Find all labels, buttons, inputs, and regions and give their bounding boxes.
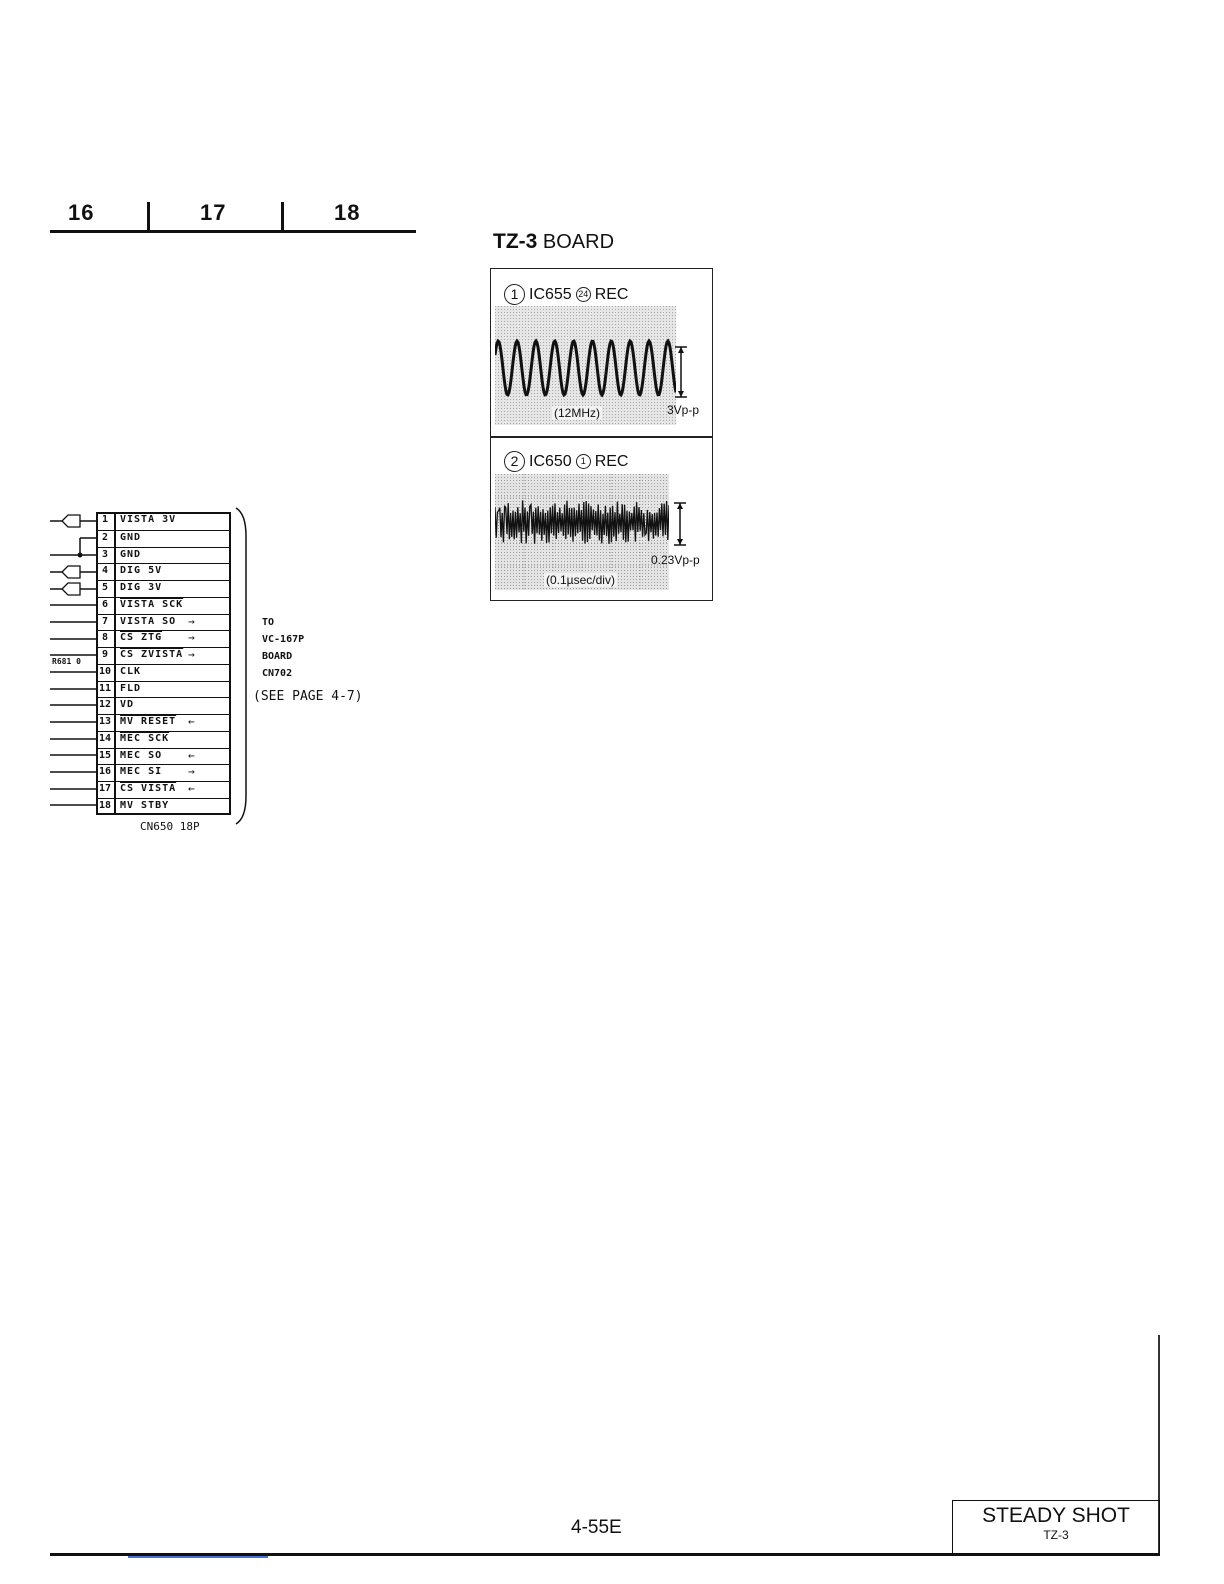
pin-signal-name: MV RESET: [120, 716, 177, 727]
waveform-1-mode: REC: [594, 285, 629, 303]
output-arrow-icon: →: [188, 614, 195, 628]
pin-signal-name: VISTA SCK: [120, 598, 184, 610]
pin-number: 6: [101, 598, 109, 610]
pin-number: 1: [101, 514, 109, 525]
board-title: [493, 230, 614, 254]
pin-signal-name: CS VISTA: [120, 783, 177, 794]
column-divider: [147, 202, 150, 230]
waveform-1-amplitude-marker: [673, 345, 689, 401]
resistor-label: R681 0: [52, 657, 81, 666]
destination-line-3: BOARD: [262, 651, 293, 662]
waveform-1-frequency: (12MHz): [554, 406, 601, 420]
pin-signal-name: FLD: [120, 682, 142, 694]
waveform-2-number: 2: [504, 451, 525, 472]
pin-signal-name: MEC SO: [120, 749, 163, 761]
output-arrow-icon: →: [188, 765, 195, 779]
pin-signal-name: MEC SCK: [120, 732, 170, 744]
connector-number-column-divider: [114, 512, 116, 815]
pin-number: 9: [101, 649, 109, 660]
output-arrow-icon: →: [188, 631, 195, 645]
pin-number: 3: [101, 548, 109, 560]
page-number: 4-55E: [571, 1517, 622, 1538]
footer-blue-mark: [128, 1556, 268, 1558]
waveform-2-mode: REC: [594, 452, 629, 470]
pin-number: 11: [98, 682, 112, 694]
pin-signal-name: DIG 5V: [120, 565, 163, 577]
waveform-2-label: [504, 451, 628, 472]
waveform-2-ic: IC650: [529, 452, 572, 470]
pin-number: 7: [101, 615, 109, 627]
waveform-2-timebase: (0.1µsec/div): [546, 573, 615, 587]
destination-line-1: TO: [262, 617, 275, 628]
destination-line-4: CN702: [262, 668, 293, 679]
waveform-1-label: [504, 284, 628, 305]
input-arrow-icon: ←: [188, 748, 195, 762]
destination-line-2: VC-167P: [262, 634, 305, 645]
pin-signal-name: VISTA SO: [120, 615, 177, 627]
pin-number: 17: [98, 783, 112, 794]
waveform-2-amplitude: 0.23Vp-p: [651, 553, 700, 567]
connector-name: CN650 18P: [140, 820, 200, 833]
waveform-1-pin: 24: [576, 287, 591, 302]
pin-signal-name: GND: [120, 548, 142, 560]
pin-signal-name: CLK: [120, 665, 142, 677]
board-label: BOARD: [542, 231, 615, 253]
output-arrow-icon: →: [188, 648, 195, 661]
board-name: TZ-3: [493, 230, 538, 253]
waveform-1-ic: IC655: [529, 285, 572, 303]
pin-signal-name: MV STBY: [120, 799, 170, 811]
section-title-box: [952, 1500, 1160, 1556]
pin-number: 14: [98, 732, 112, 744]
pin-number: 2: [101, 531, 109, 543]
waveform-2-amplitude-marker: [672, 501, 688, 549]
column-number-16: 16: [68, 200, 95, 225]
pin-number: 15: [98, 749, 112, 761]
pin-number: 13: [98, 716, 112, 727]
connector-cn650: [96, 512, 231, 815]
waveform-1-number: 1: [504, 284, 525, 305]
column-number-17: 17: [200, 200, 227, 225]
connector-bracket: [232, 506, 252, 826]
input-arrow-icon: ←: [188, 782, 195, 795]
pin-signal-name: VISTA 3V: [120, 514, 177, 525]
pin-number: 18: [98, 799, 112, 811]
pin-signal-name: MEC SI: [120, 766, 163, 778]
input-arrow-icon: ←: [188, 715, 195, 728]
section-subtitle: TZ-3: [1043, 1528, 1069, 1542]
column-number-18: 18: [334, 200, 361, 225]
pin-number: 10: [98, 665, 112, 677]
pin-number: 8: [101, 632, 109, 644]
pin-number: 16: [98, 766, 112, 778]
header-rule: [50, 230, 416, 233]
column-divider: [281, 202, 284, 230]
pin-number: 5: [101, 582, 109, 593]
waveform-2-pin: 1: [576, 454, 591, 469]
pin-number: 4: [101, 565, 109, 577]
section-title: STEADY SHOT: [982, 1504, 1130, 1527]
pin-signal-name: VD: [120, 699, 135, 711]
pin-signal-name: DIG 3V: [120, 582, 163, 593]
pin-signal-name: GND: [120, 531, 142, 543]
pin-signal-name: CS ZVISTA: [120, 649, 184, 660]
see-page-reference: (SEE PAGE 4-7): [253, 689, 363, 704]
pin-signal-name: CS ZTG: [120, 632, 163, 644]
waveform-1-amplitude: 3Vp-p: [667, 403, 700, 417]
waveform-panel-divider: [490, 436, 713, 438]
pin-number: 12: [98, 699, 112, 711]
